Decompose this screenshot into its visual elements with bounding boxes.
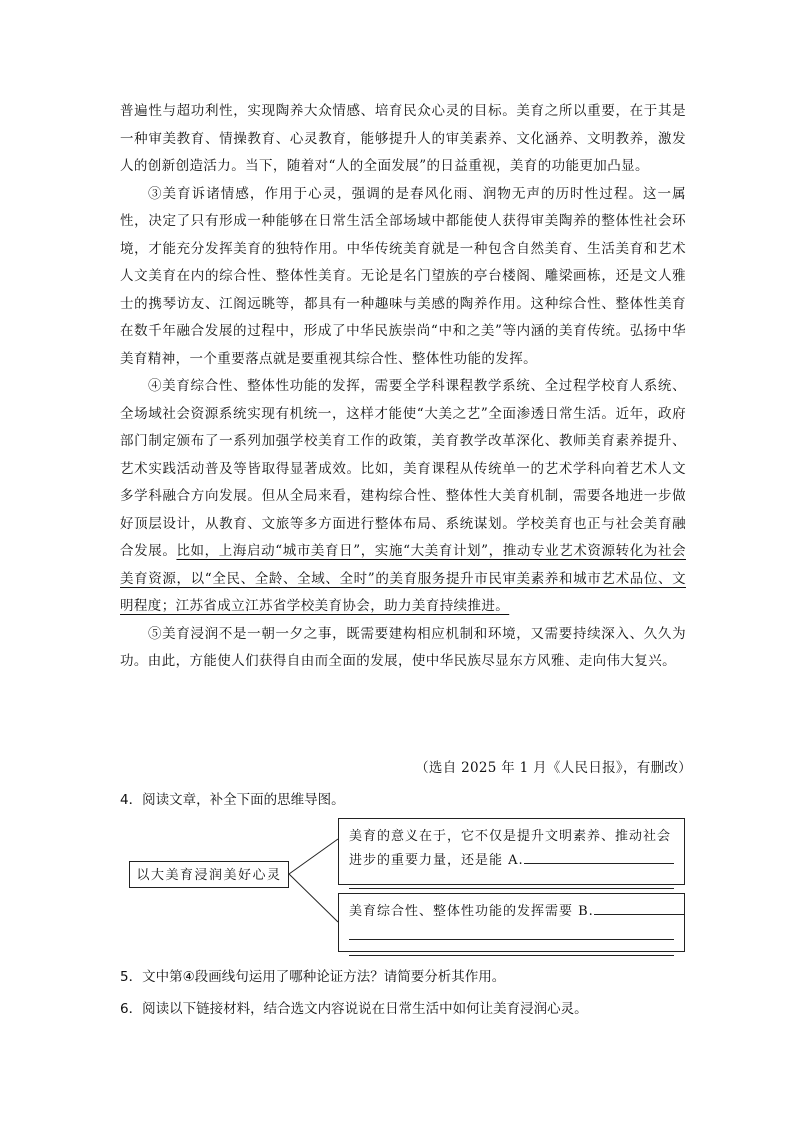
answer-blank-b-line1[interactable] [349, 926, 674, 940]
question-4: 4．阅读文章，补全下面的思维导图。 [120, 792, 345, 808]
mindmap-root: 以大美育浸润美好心灵 [129, 861, 289, 888]
question-5: 5．文中第④段画线句运用了哪种论证方法？请简要分析其作用。 [120, 969, 506, 985]
underlined-sentence: 比如，上海启动“城市美育日”，实施“大美育计划”，推动专业艺术资源转化为社会美育资源，以“全民、全龄、全域、全时”的美育服务提升市民审美素养和城市艺术品位、文明程度；江苏省成立江苏省学校美育协会，助力美育持续推进。 [120, 543, 686, 614]
question-6: 6．阅读以下链接材料，结合选文内容说说在日常生活中如何让美育浸润心灵。 [120, 1001, 588, 1017]
paragraph-4-text: ④美育综合性、整体性功能的发挥，需要全学科课程教学系统、全过程学校育人系统、全场域社会资源系统实现有机统一，这样才能使“大美之艺”全面渗透日常生活。近年，政府部门制定颁布了一系列加强学校美育工作的政策，美育教学改革深化、教师美育素养提升、艺术实践活动普及等皆取得显著成效。比如，美育课程从传统单一的艺术学科向着艺术人文多学科融合方向发展。但从全局来看，建构综合性、整体性大美育机制，需要各地进一步做好顶层设计，从教育、文旅等多方面进行整体布局、系统谋划。学校美育也正与社会美育融合发展。 [120, 378, 686, 559]
paragraph-3: ③美育诉诸情感，作用于心灵，强调的是春风化雨、润物无声的历时性过程。这一属性，决定了只有形成一种能够在日常生活全部场域中都能使人获得审美陶养的整体性社会环境，才能充分发挥美育的独特作用。中华传统美育就是一种包含自然美育、生活美育和艺术人文美育在内的综合性、整体性美育。无论是名门望族的亭台楼阁、雕梁画栋，还是文人雅士的携琴访友、江阁远眺等，都具有一种趣味与美感的陶养作用。这种综合性、整体性美育在数千年融合发展的过程中，形成了中华民族崇尚“中和之美”等内涵的美育传统。弘扬中华美育精神，一个重要落点就是要重视其综合性、整体性功能的发挥。 [120, 185, 686, 367]
source-citation: （选自 2025 年 1 月《人民日报》，有删改） [415, 760, 692, 776]
paragraph-2-continued: 普遍性与超功利性，实现陶养大众情感、培育民众心灵的目标。美育之所以重要，在于其是一种审美教育、情操教育、心灵教育，能够提升人的审美素养、文化涵养、文明教养，激发人的创新创造活力。当下，随着对“人的全面发展”的日益重视，美育的功能更加凸显。 [120, 103, 686, 174]
branch-a-line1: 美育的意义在于，它不仅是提升文明素养、推动社会 [349, 829, 672, 844]
answer-blank-b[interactable] [594, 900, 684, 915]
mindmap-branch-b [338, 893, 685, 952]
branch-a-prompt: 进步的重要力量，还是能 A. [349, 853, 524, 868]
branch-b-line1 [349, 900, 674, 924]
paragraph-5: ⑤美育浸润不是一朝一夕之事，既需要建构相应机制和环境，又需要持续深入、久久为功。由此，方能使人们获得自由而全面的发展，使中华民族尽显东方风雅、走向伟大复兴。 [120, 625, 686, 669]
branch-b-prompt: 美育综合性、整体性功能的发挥需要 B. [349, 904, 594, 919]
branch-a-line2 [349, 849, 674, 873]
answer-blank-b-line2[interactable] [349, 942, 674, 956]
answer-blank-a[interactable] [524, 849, 674, 864]
answer-blank-a-line[interactable] [349, 875, 674, 889]
mindmap-branch-a [338, 818, 685, 885]
